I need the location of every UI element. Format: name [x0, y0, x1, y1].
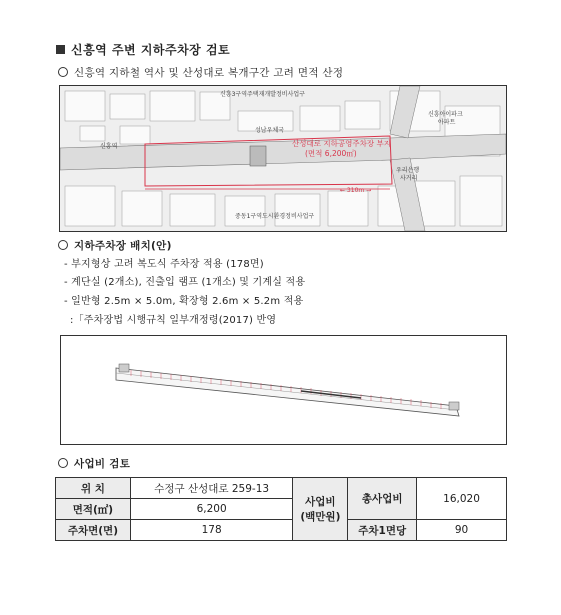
site-map — [59, 85, 507, 232]
map-label-bottom: 중동1구역도시환경정비사업구 — [235, 213, 315, 220]
map-label-top: 신흥3구역주택재개발정비사업구 — [220, 91, 305, 98]
per-space-label: 주차1면당 — [348, 520, 417, 541]
bullet-3: - 일반형 2.5m × 5.0m, 확장형 2.6m × 5.2m 적용 — [64, 296, 304, 307]
total-cost-label: 총사업비 — [348, 478, 417, 520]
map-label-center: 성남우체국 — [255, 127, 284, 134]
spaces-value: 178 — [130, 520, 293, 541]
area-label: 면적(㎡) — [56, 499, 131, 520]
map-label-right3: 우리은행 — [396, 167, 420, 174]
map-label-length: ← 310m → — [340, 187, 372, 194]
parking-layout-plan — [60, 335, 507, 445]
area-value: 6,200 — [130, 499, 293, 520]
map-label-singhung: 신흥역 — [100, 143, 118, 150]
location-label: 위 치 — [56, 478, 131, 499]
page-title: 신흥역 주변 지하주차장 검토 — [56, 41, 230, 58]
parking-layout-drawing — [61, 336, 506, 444]
bullet-1: - 부지형상 고려 복도식 주차장 적용 (178면) — [64, 259, 264, 270]
subtitle-area-estimation: 신흥역 지하철 역사 및 산성대로 복개구간 고려 면적 산정 — [58, 65, 343, 80]
map-label-parking: 산성대로 지하공영주차장 부지 — [292, 139, 391, 148]
map-label-right4: 사거리 — [400, 175, 418, 182]
table-row — [56, 520, 507, 541]
regulation-note: :「주차장법 시행규칙 일부개정령(2017) 반영 — [70, 315, 277, 326]
per-space-value: 90 — [417, 520, 507, 541]
table-row — [56, 478, 507, 499]
location-value: 수정구 산성대로 259-13 — [130, 478, 293, 499]
total-cost-value: 16,020 — [417, 478, 507, 520]
map-label-parking-area: (면적 6,200㎡) — [305, 149, 357, 158]
spaces-label: 주차면(면) — [56, 520, 131, 541]
circle-bullet-icon — [58, 458, 68, 468]
map-label-right1: 신흥아이파크 — [428, 111, 463, 118]
site-map-drawing — [60, 86, 506, 231]
bullet-2: - 계단실 (2개소), 진출입 램프 (1개소) 및 기계실 적용 — [64, 277, 306, 288]
circle-bullet-icon — [58, 67, 68, 77]
cost-label: 사업비 (백만원) — [293, 478, 348, 541]
circle-bullet-icon — [58, 240, 68, 250]
subtitle-cost: 사업비 검토 — [58, 456, 130, 471]
square-bullet-icon — [56, 45, 65, 54]
map-label-right2: 아파트 — [438, 119, 456, 126]
subtitle-layout: 지하주차장 배치(안) — [58, 238, 172, 253]
cost-table — [55, 477, 507, 541]
